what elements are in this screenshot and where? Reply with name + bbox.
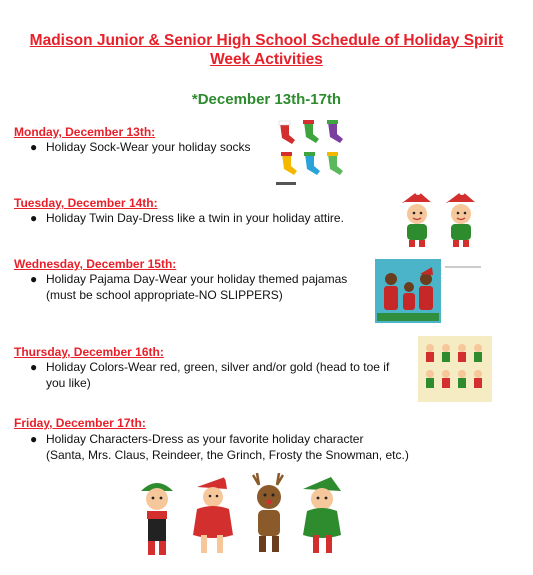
character-icon <box>141 483 173 555</box>
tuesday-item <box>30 210 344 226</box>
thursday-heading: Thursday, December 16th: <box>14 345 164 359</box>
thursday-item <box>30 359 389 391</box>
elf-girl-icon <box>303 477 341 553</box>
holiday-characters-image <box>135 473 365 569</box>
elf-icon <box>402 189 432 247</box>
wednesday-item <box>30 271 347 303</box>
page-title <box>0 31 533 69</box>
twin-elves-image <box>396 189 486 249</box>
wednesday-heading: Wednesday, December 15th: <box>14 257 177 271</box>
bullet: ● <box>30 140 38 154</box>
bullet: ● <box>30 360 38 374</box>
tuesday-text: Holiday Twin Day-Dress like a twin in your holiday attire. <box>46 211 344 225</box>
wednesday-text-2: (must be school appropriate-NO SLIPPERS) <box>46 288 283 302</box>
date-range: *December 13th-17th <box>191 91 342 108</box>
friday-heading: Friday, December 17th: <box>14 416 146 430</box>
tuesday-heading: Tuesday, December 14th: <box>14 196 158 210</box>
monday-item <box>30 139 251 155</box>
wednesday-text: Holiday Pajama Day-Wear your holiday themed pajamas <box>46 272 348 286</box>
monday-text: Holiday Sock-Wear your holiday socks <box>46 140 251 154</box>
stockings-image <box>272 118 352 188</box>
title-line-2: Week Activities <box>210 51 323 68</box>
bullet: ● <box>30 211 38 225</box>
holiday-colors-image <box>418 336 492 402</box>
elf-icon <box>446 189 476 247</box>
title-line-1: Madison Junior & Senior High School Schedule of Holiday Spirit <box>29 32 504 49</box>
santa-girl-icon <box>193 474 233 553</box>
reindeer-icon <box>253 473 283 552</box>
bullet: ● <box>30 432 38 446</box>
friday-text-2: (Santa, Mrs. Claus, Reindeer, the Grinch, Frosty the Snowman, etc.) <box>46 448 409 462</box>
monday-heading: Monday, December 13th: <box>14 125 156 139</box>
friday-item <box>30 431 409 463</box>
pajama-family-image <box>373 257 483 325</box>
thursday-text-2: you like) <box>46 376 91 390</box>
friday-text: Holiday Characters-Dress as your favorite holiday character <box>46 432 364 446</box>
thursday-text: Holiday Colors-Wear red, green, silver and/or gold (head to toe if <box>46 360 390 374</box>
bullet: ● <box>30 272 38 286</box>
